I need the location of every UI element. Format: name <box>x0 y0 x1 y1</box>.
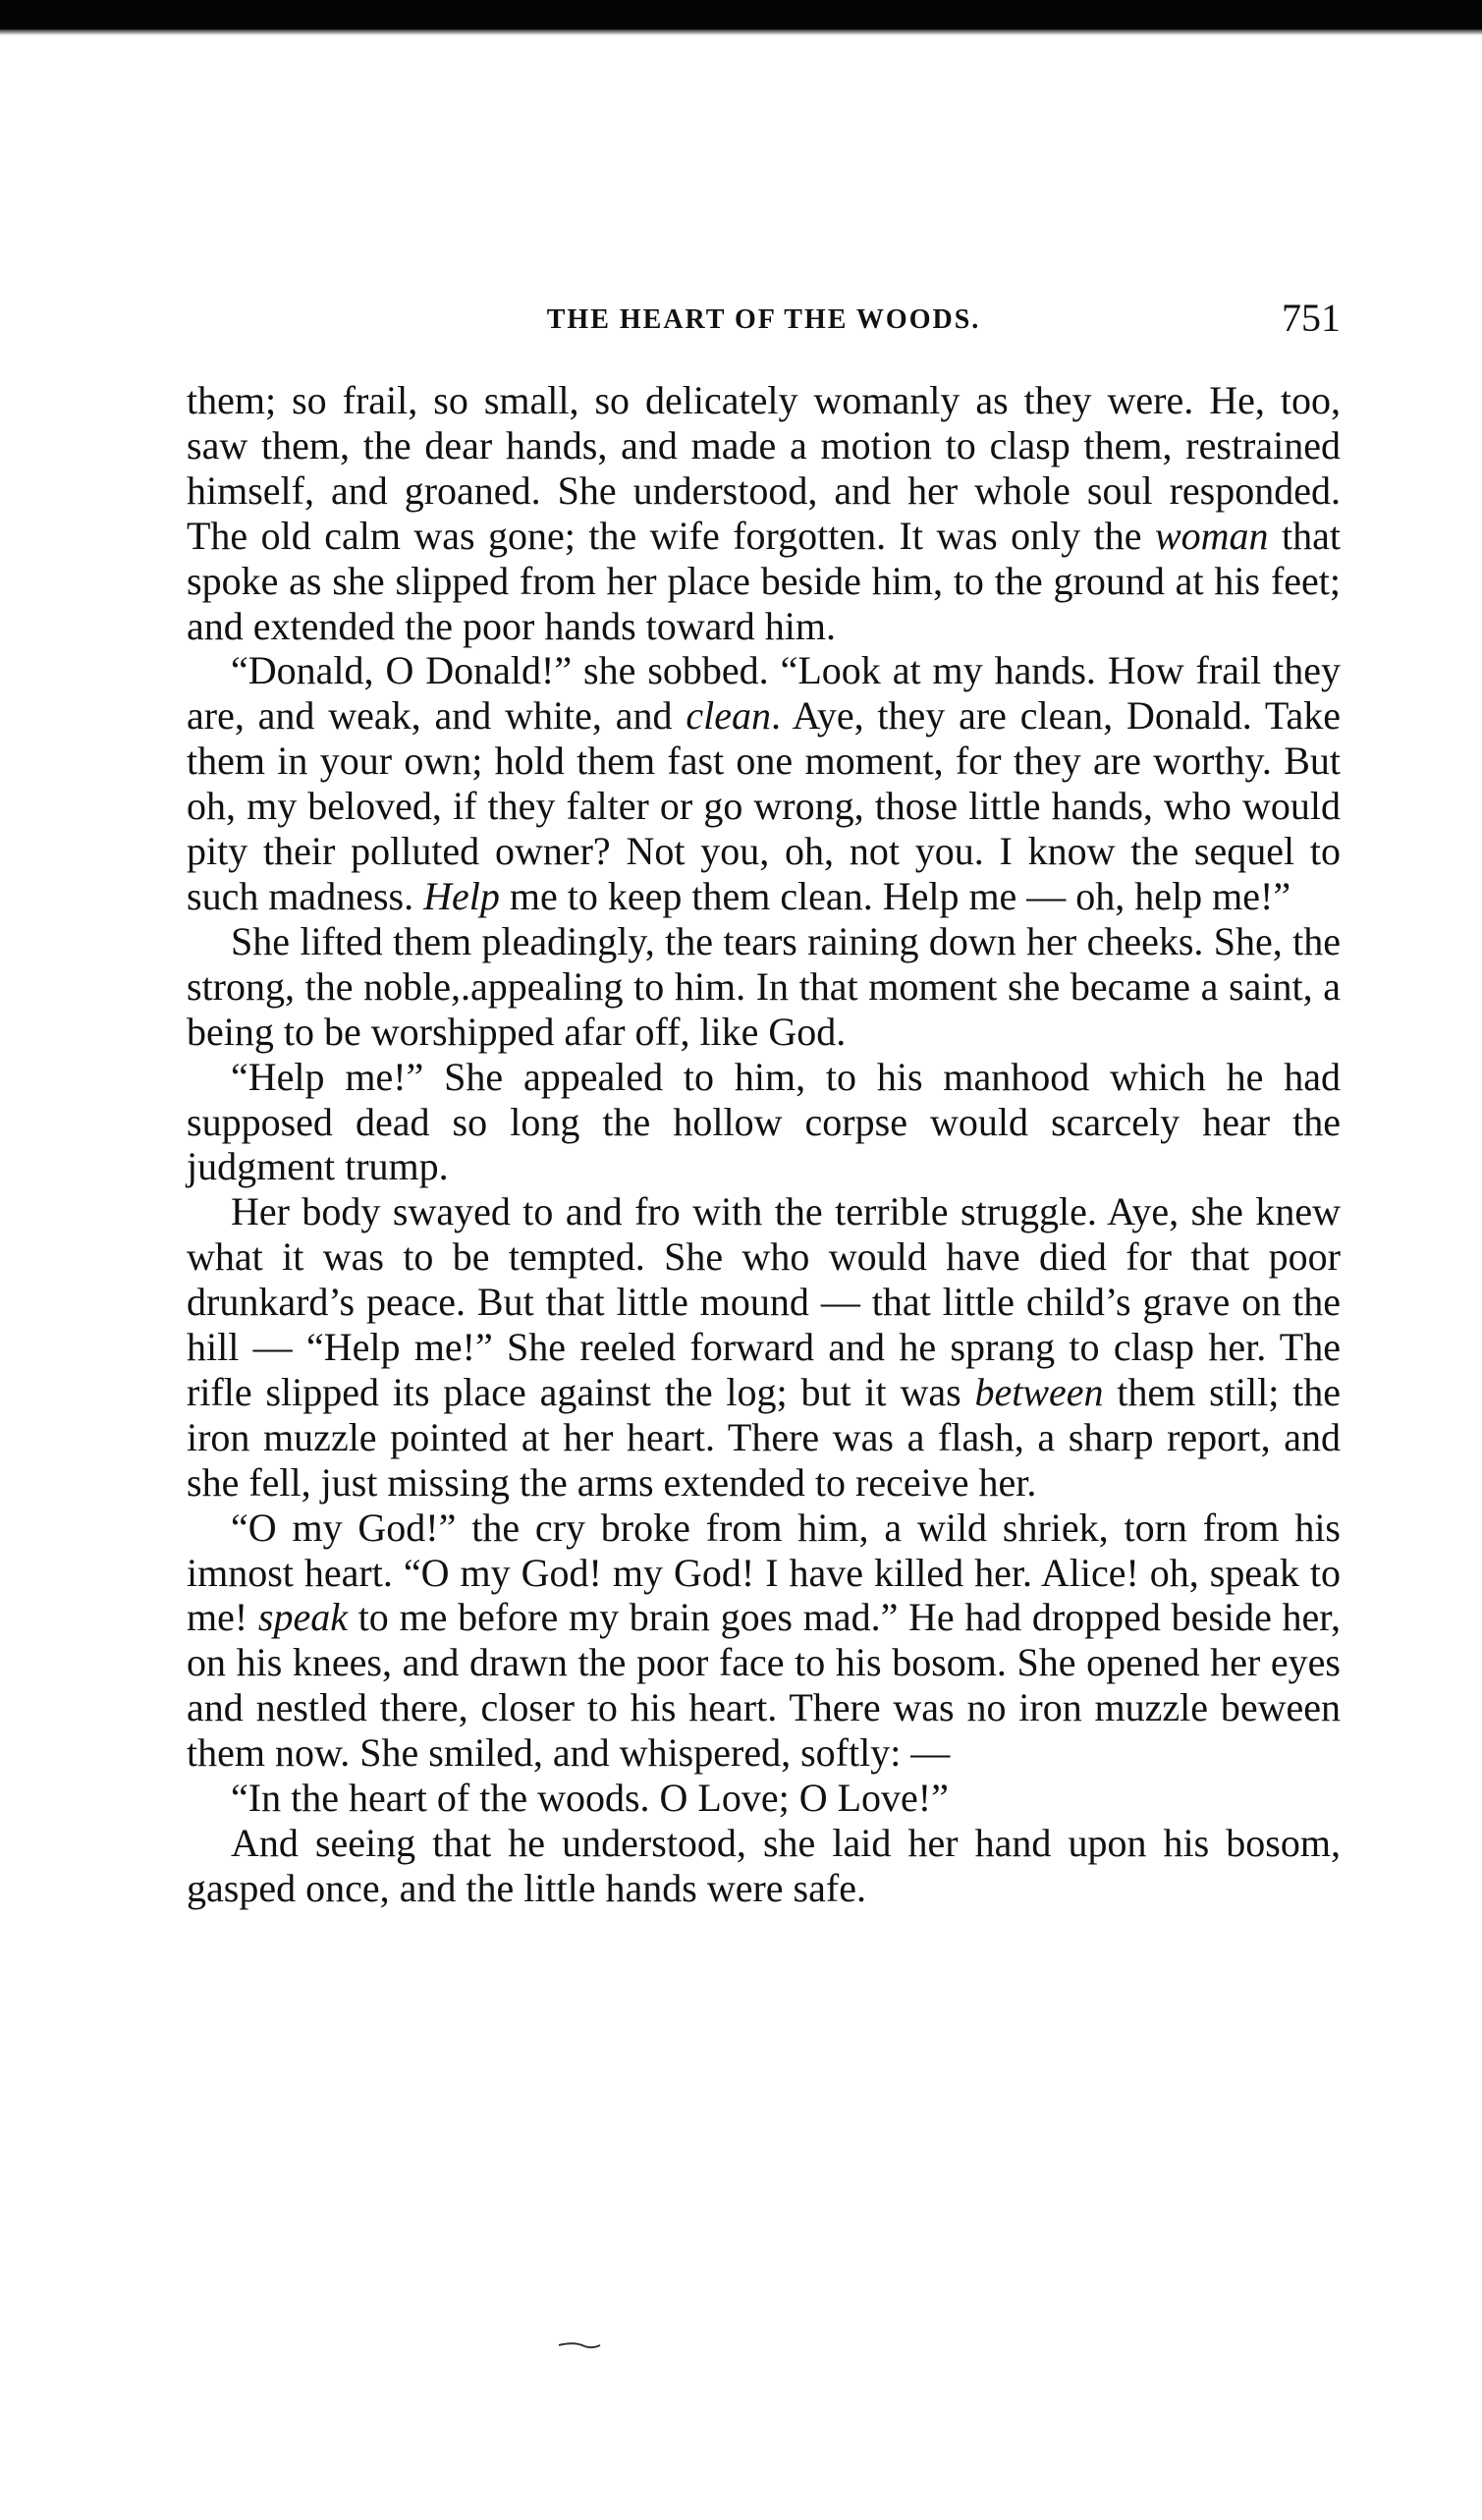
italic-text: speak <box>257 1595 348 1640</box>
italic-text: between <box>974 1369 1104 1414</box>
page-header <box>187 295 1341 344</box>
paragraph <box>187 648 1341 918</box>
italic-text: Help <box>423 873 500 918</box>
italic-text: woman <box>1154 513 1269 558</box>
text-run: that spoke as she slipped from her place beside him, to the ground at his feet; and extended the poor hands toward him. <box>187 513 1341 648</box>
paragraph <box>187 1506 1341 1776</box>
end-ornament <box>555 2335 604 2353</box>
text-run: . Aye, they are clean, Donald. Take them in your own; hold them fast one moment, for they are worthy. But oh, my beloved, if they falter or go wrong, those little hands, who would pity their polluted owner? Not you, oh, not you. I know the sequel to such madness. <box>187 693 1341 918</box>
text-run: “In the heart of the woods. O Love; O Love!” <box>231 1776 949 1821</box>
text-run: “O my God!” the cry broke from him, a wild shriek, torn from his imnost heart. “O my God! my God! I have killed her. Alice! oh, speak to me! <box>187 1505 1341 1640</box>
paragraph <box>187 378 1341 648</box>
text-run: Her body swayed to and fro with the terrible struggle. Aye, she knew what it was to be tempted. She who would have died for that poor drunkard’s peace. But that little mound — that little child’s grave on the hill — “Help me!” She reeled forward and he sprang to clasp her. The rifle slipped its place against the log; but it was <box>187 1189 1341 1414</box>
text-run: them; so frail, so small, so delicately womanly as they were. He, too, saw them, the dear hands, and made a motion to clasp them, restrained himself, and groaned. She understood, and her whole soul responded. The old calm was gone; the wife forgotten. It was only the <box>187 378 1341 558</box>
paragraph <box>187 1189 1341 1505</box>
text-run: She lifted them pleadingly, the tears raining down her cheeks. She, the strong, the noble,.appealing to him. In that moment she became a saint, a being to be worshipped afar off, like God. <box>187 918 1341 1054</box>
text-run: me to keep them clean. Help me — oh, help me!” <box>499 873 1291 918</box>
page-top-edge <box>0 0 1482 29</box>
text-run: “Help me!” She appealed to him, to his manhood which he had supposed dead so long the hollow corpse would scarcely hear the judgment trump. <box>187 1054 1341 1189</box>
paragraph <box>187 919 1341 1055</box>
text-run: to me before my brain goes mad.” He had dropped beside her, on his knees, and drawn the poor face to his bosom. She opened her eyes and nestled there, closer to his heart. There was no iron muzzle beween them now. She smiled, and whispered, softly: — <box>187 1595 1342 1776</box>
paragraph <box>187 1776 1341 1821</box>
body-text <box>187 378 1341 1911</box>
text-run: “Donald, O Donald!” she sobbed. “Look at my hands. How frail they are, and weak, and white, and <box>187 648 1341 739</box>
running-head: THE HEART OF THE WOODS. <box>546 304 981 335</box>
text-run: them still; the iron muzzle pointed at her heart. There was a flash, a sharp report, and she fell, just missing the arms extended to receive her. <box>187 1369 1342 1505</box>
page-top-edge-fade <box>0 29 1482 35</box>
paragraph <box>187 1821 1341 1911</box>
page-number: 751 <box>1282 296 1341 340</box>
paragraph <box>187 1055 1341 1190</box>
text-run: And seeing that he understood, she laid her hand upon his bosom, gasped once, and the little hands were safe. <box>187 1821 1341 1910</box>
italic-text: clean <box>686 693 771 739</box>
